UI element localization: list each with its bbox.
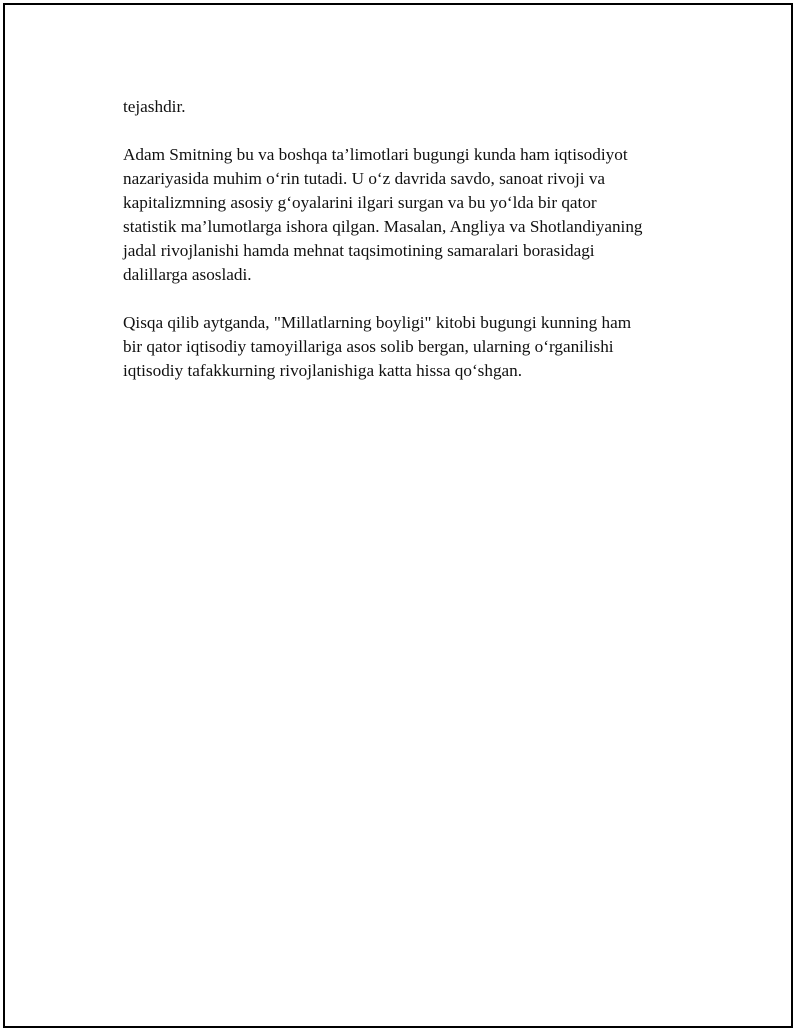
page-frame bbox=[3, 3, 793, 1028]
paragraph-2 bbox=[123, 143, 693, 287]
paragraph-1 bbox=[123, 95, 693, 119]
text-line: jadal rivojlanishi hamda mehnat taqsimotining samaralari borasidagi bbox=[123, 241, 595, 260]
text-line: nazariyasida muhim o‘rin tutadi. U o‘z davrida savdo, sanoat rivoji va bbox=[123, 169, 606, 188]
text-line: Qisqa qilib aytganda, "Millatlarning boyligi" kitobi bugungi kunning ham bbox=[123, 313, 632, 332]
text-line: iqtisodiy tafakkurning rivojlanishiga katta hissa qo‘shgan. bbox=[123, 361, 523, 380]
text-line: Adam Smitning bu va boshqa ta’limotlari bugungi kunda ham iqtisodiyot bbox=[123, 145, 628, 164]
page-content bbox=[123, 95, 693, 407]
text-line: bir qator iqtisodiy tamoyillariga asos solib bergan, ularning o‘rganilishi bbox=[123, 337, 614, 356]
text-line: kapitalizmning asosiy g‘oyalarini ilgari surgan va bu yo‘lda bir qator bbox=[123, 193, 597, 212]
paragraph-3 bbox=[123, 311, 693, 383]
text-line: statistik ma’lumotlarga ishora qilgan. Masalan, Angliya va Shotlandiyaning bbox=[123, 217, 643, 236]
text-line: tejashdir. bbox=[123, 97, 186, 116]
text-line: dalillarga asosladi. bbox=[123, 265, 252, 284]
